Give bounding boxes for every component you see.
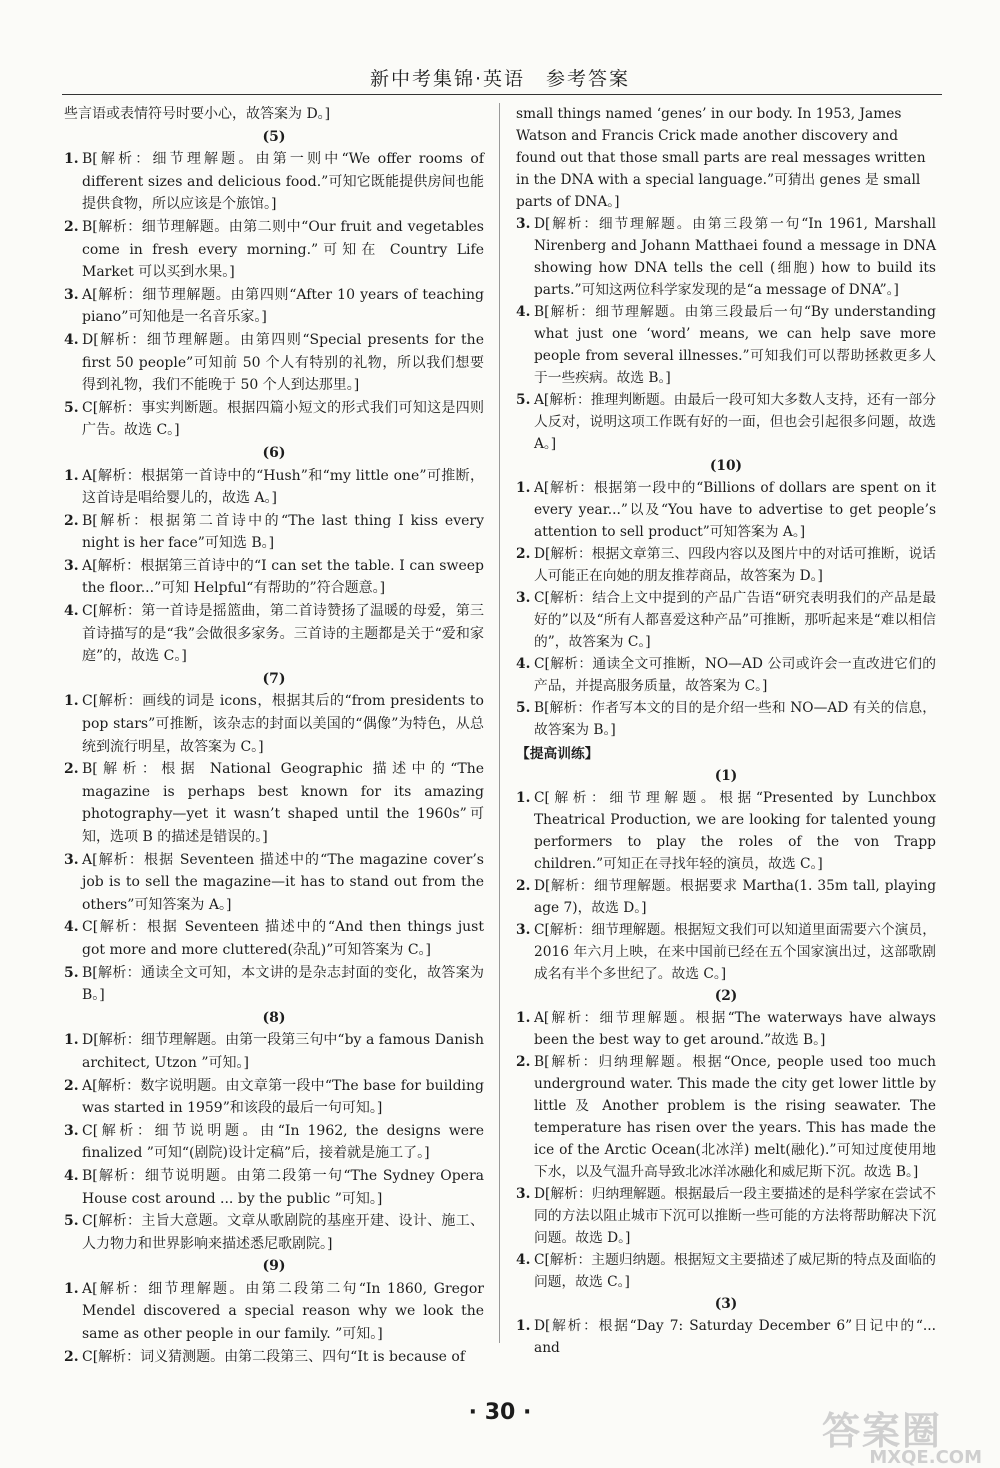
answer-item: [516, 1183, 936, 1249]
answer-text: C[解析：结合上文中提到的产品广告语“研究表明我们的产品是最好的”以及“所有人都喜爱这种产品”可推断，那听起来是“难以相信的”，故答案为 C。]: [534, 590, 936, 650]
answer-item: [64, 148, 484, 216]
right-sections-a: [516, 213, 936, 741]
answer-number: 3.: [64, 851, 79, 868]
answer-text: C[解析：主题归纳题。根据短文主要描述了威尼斯的特点及面临的问题，故选 C。]: [534, 1252, 936, 1290]
answer-item: [516, 875, 936, 919]
answer-text: C[解析：通读全文可推断，NO—AD 公司或许会一直改进它们的产品，并提高服务质量，故答案为 C。]: [534, 656, 936, 694]
answer-text: C[解析：细节理解题。根据短文我们可以知道里面需要六个演员，2016 年六月上映，在来中国前已经在五个国家演出过，这部歌剧成名有半个多世纪了。故选 C。]: [534, 922, 936, 982]
answer-item: [516, 787, 936, 875]
answer-number: 1.: [516, 1010, 531, 1026]
answer-text: B[解析：根据 National Geographic 描述中的“The magazine is perhaps best known for its amazing photography—yet it wasn’t shaped until the 1960s”可知，选项 B 的描述是错误的。]: [82, 761, 484, 845]
answer-text: A[解析：根据 Seventeen 描述中的“The magazine cover’s job is to sell the magazine—it has to stand out from the others”可知答案为 A。]: [82, 851, 484, 913]
page-number: · 30 ·: [468, 1400, 532, 1425]
section-label: (1): [714, 768, 738, 784]
answer-text: B[解析：细节理解题。由第二则中“Our fruit and vegetables come in fresh every morning.”可知在 Country Life Market 可以买到水果。]: [82, 218, 484, 281]
answer-item: [516, 919, 936, 985]
answer-text: B[解析：作者写本文的目的是介绍一些和 NO—AD 有关的信息，故答案为 B。]: [534, 700, 936, 738]
answer-text: A[解析：推理判断题。由最后一段可知大多数人支持，还有一部分人反对，说明这项工作既有好的一面，但也会引起很多问题，故选 A。]: [534, 392, 936, 452]
answer-item: [64, 555, 484, 600]
answer-item: [64, 1120, 484, 1165]
answer-item: [64, 1210, 484, 1255]
answer-number: 5.: [64, 964, 79, 981]
answer-number: 2.: [516, 878, 531, 894]
answer-text: B[解析：归纳理解题。根据“Once, people used too much underground water. This made the city get lower little by little 及 Another problem is the rising seawater. The temperature has risen over the years. This has made the ice of the Arctic Ocean(北冰洋) melt(融化).”可知过度使用地下水，以及气温升高导致北冰洋冰融化和威尼斯下沉。故选 B。]: [534, 1054, 936, 1180]
watermark-sub: MXQE.COM: [869, 1447, 982, 1468]
right-intro: small things named ‘genes’ in our body. In 1953, James Watson and Francis Crick made another discovery and found out that those small parts are real messages written in the DNA with a special language.”可猜出 genes 是 small parts of DNA。]: [516, 106, 926, 210]
watermark-main: 答案圈: [822, 1409, 943, 1453]
answer-text: D[解析：根据“Day 7: Saturday December 6”日记中的“... and: [534, 1318, 936, 1356]
answer-item: [64, 1075, 484, 1120]
answer-text: A[解析：根据第一段中的“Billions of dollars are spent on it every year...”以及“You have to advertise to get people’s attention to sell product”可知答案为 A。]: [534, 480, 936, 540]
answer-item: [64, 1165, 484, 1210]
answer-number: 4.: [64, 919, 79, 936]
answer-item: [64, 758, 484, 848]
answer-text: C[解析：细节理解题。根据“Presented by Lunchbox Theatrical Production, we are looking for talented young performers to play the roles of the von Trapp children.”可知正在寻找年轻的演员，故选 C。]: [534, 790, 936, 872]
answer-text: C[解析：事实判断题。根据四篇小短文的形式我们可知这是四则广告。故选 C。]: [82, 399, 484, 439]
answer-number: 4.: [516, 304, 531, 320]
answer-item: [516, 1249, 936, 1293]
section-label: (7): [262, 670, 286, 687]
answer-text: B[解析：根据第二首诗中的“The last thing I kiss every night is her face”可知选 B。]: [82, 512, 484, 552]
column-divider: [499, 103, 500, 1343]
answer-number: 4.: [64, 603, 79, 620]
answer-number: 5.: [516, 700, 531, 716]
answer-number: 2.: [516, 1054, 531, 1070]
left-sections: [64, 126, 484, 1369]
section-label: (5): [262, 128, 286, 145]
answer-number: 1.: [64, 1280, 79, 1297]
answer-text: C[解析：画线的词是 icons，根据其后的“from presidents to pop stars”可推断，该杂志的封面以美国的“偶像”为特色，从总统到流行明星，故答案为 C。]: [82, 693, 484, 755]
answer-text: D[解析：根据文章第三、四段内容以及图片中的对话可推断，说话人可能正在向她的朋友推荐商品，故答案为 D。]: [534, 546, 936, 584]
answer-text: A[解析：细节理解题。由第二段第二句“In 1860, Gregor Mendel discovered a special reason why we look the same as other people in our family. ”可知。]: [82, 1280, 484, 1343]
section-label: (6): [262, 444, 286, 461]
answer-text: A[解析：根据第三首诗中的“I can set the table. I can sweep the floor...”可知 Helpful“有帮助的”符合题意。]: [82, 557, 484, 597]
answer-text: B[解析：细节理解题。由第三段最后一句“By understanding what just one ‘word’ means, we can help save more people from several illnesses.”可知我们可以帮助拯救更多人于一些疾病。故选 B。]: [534, 304, 936, 386]
answer-item: [516, 653, 936, 697]
section-label: (9): [262, 1258, 286, 1275]
answer-number: 2.: [64, 1077, 79, 1094]
right-column: [516, 103, 936, 1359]
answer-number: 3.: [516, 1186, 531, 1202]
answer-text: C[解析：词义猜测题。由第二段第三、四句“It is because of: [82, 1348, 466, 1365]
page-header: 新中考集锦·英语 参考答案: [369, 68, 631, 90]
answer-text: A[解析：细节理解题。由第四则“After 10 years of teaching piano”可知他是一名音乐家。]: [82, 286, 484, 326]
answer-number: 4.: [64, 331, 79, 348]
answer-number: 3.: [516, 216, 531, 232]
section-label: (3): [714, 1296, 738, 1312]
answer-text: D[解析：细节理解题。根据要求 Martha(1. 35m tall, playing age 7)，故选 D。]: [534, 878, 936, 916]
answer-item: [64, 962, 484, 1007]
answer-item: [516, 1051, 936, 1183]
answer-item: [64, 329, 484, 397]
header-rule: [62, 94, 942, 95]
answer-text: C[解析：根据 Seventeen 描述中的“And then things just got more and more cluttered(杂乱)”可知答案为 C。]: [82, 919, 484, 958]
answer-item: [516, 389, 936, 455]
answer-item: [64, 600, 484, 668]
answer-item: [64, 1346, 484, 1369]
section-label: (10): [709, 458, 743, 474]
answer-text: D[解析：细节理解题。由第三段第一句“In 1961, Marshall Nirenberg and Johann Matthaei found a message in DNA showing how DNA tells the cell (细胞) how to build its parts.”可知这两位科学家发现的是“a message of DNA”。]: [534, 216, 936, 298]
answer-item: [64, 1278, 484, 1346]
answer-text: C[解析：细节说明题。由“In 1962, the designs were finalized ”可知“(剧院)设计定稿”后，接着就是施工了。]: [82, 1122, 484, 1162]
section-heading-advanced: 【提高训练】: [516, 746, 599, 762]
answer-item: [64, 510, 484, 555]
answer-number: 4.: [516, 656, 531, 672]
answer-number: 1.: [516, 790, 531, 806]
answer-text: B[解析：细节说明题。由第二段第一句“The Sydney Opera House cost around ... by the public ”可知。]: [82, 1167, 484, 1207]
answer-number: 3.: [516, 922, 531, 938]
answer-item: [516, 213, 936, 301]
answer-number: 2.: [516, 546, 531, 562]
answer-item: [64, 916, 484, 961]
section-label: (8): [262, 1009, 286, 1026]
answer-number: 5.: [64, 399, 79, 416]
answer-item: [516, 477, 936, 543]
answer-item: [64, 849, 484, 917]
answer-number: 2.: [64, 218, 79, 235]
answer-number: 4.: [64, 1167, 79, 1184]
section-label: (2): [714, 988, 738, 1004]
answer-number: 4.: [516, 1252, 531, 1268]
answer-number: 1.: [64, 1032, 79, 1049]
answer-item: [64, 1029, 484, 1074]
answer-number: 5.: [64, 1213, 79, 1230]
answer-item: [64, 216, 484, 284]
answer-number: 3.: [64, 557, 79, 574]
answer-text: A[解析：根据第一首诗中的“Hush”和“my little one”可推断，这首诗是唱给婴儿的，故选 A。]: [82, 467, 484, 507]
answer-text: C[解析：第一首诗是摇篮曲，第二首诗赞扬了温暖的母爱，第三首诗描写的是“我”会做很多家务。三首诗的主题都是关于“爱和家庭”的，故选 C。]: [82, 603, 484, 665]
watermark-logo: [822, 1400, 982, 1468]
answer-item: [516, 1315, 936, 1359]
answer-number: 5.: [516, 392, 531, 408]
answer-item: [64, 397, 484, 442]
answer-item: [516, 301, 936, 389]
answer-number: 1.: [64, 151, 79, 168]
answer-number: 3.: [64, 286, 79, 303]
answer-text: D[解析：归纳理解题。根据最后一段主要描述的是科学家在尝试不同的方法以阻止城市下沉可以推断一些可能的方法将帮助解决下沉问题。故选 D。]: [534, 1186, 936, 1246]
answer-number: 3.: [64, 1122, 79, 1139]
answer-number: 1.: [64, 693, 79, 710]
answer-number: 1.: [516, 1318, 531, 1334]
left-intro: 些言语或表情符号时要小心，故答案为 D。]: [64, 106, 331, 122]
answer-number: 2.: [64, 761, 79, 778]
answer-item: [516, 587, 936, 653]
answer-item: [64, 690, 484, 758]
answer-item: [516, 1007, 936, 1051]
answer-text: B[解析：细节理解题。由第一则中“We offer rooms of different sizes and delicious food.”可知它既能提供房间也能提供食物，所以应该是个旅馆。]: [82, 151, 484, 213]
answer-text: B[解析：通读全文可知，本文讲的是杂志封面的变化，故答案为 B。]: [82, 964, 484, 1004]
answer-text: D[解析：细节理解题。由第一段第三句中“by a famous Danish architect, Utzon ”可知。]: [82, 1032, 484, 1071]
answer-number: 2.: [64, 512, 79, 529]
answer-number: 3.: [516, 590, 531, 606]
answer-text: A[解析：数字说明题。由文章第一段中“The base for building was started in 1959”和该段的最后一句可知。]: [82, 1077, 484, 1117]
answer-item: [64, 465, 484, 510]
answer-item: [516, 697, 936, 741]
right-sections-b: [516, 765, 936, 1359]
answer-text: D[解析：细节理解题。由第四则“Special presents for the first 50 people”可知前 50 个人有特别的礼物，所以我们想要得到礼物，我们不能晚于 50 个人到达那里。]: [82, 331, 484, 394]
answer-item: [64, 284, 484, 329]
answer-number: 2.: [64, 1348, 79, 1365]
answer-number: 1.: [64, 467, 79, 484]
answer-number: 1.: [516, 480, 531, 496]
left-column: [64, 103, 484, 1368]
answer-item: [516, 543, 936, 587]
answer-text: C[解析：主旨大意题。文章从歌剧院的基座开建、设计、施工、人力物力和世界影响来描述悉尼歌剧院。]: [82, 1213, 484, 1252]
answer-text: A[解析：细节理解题。根据“The waterways have always been the best way to get around.”故选 B。]: [534, 1010, 936, 1048]
